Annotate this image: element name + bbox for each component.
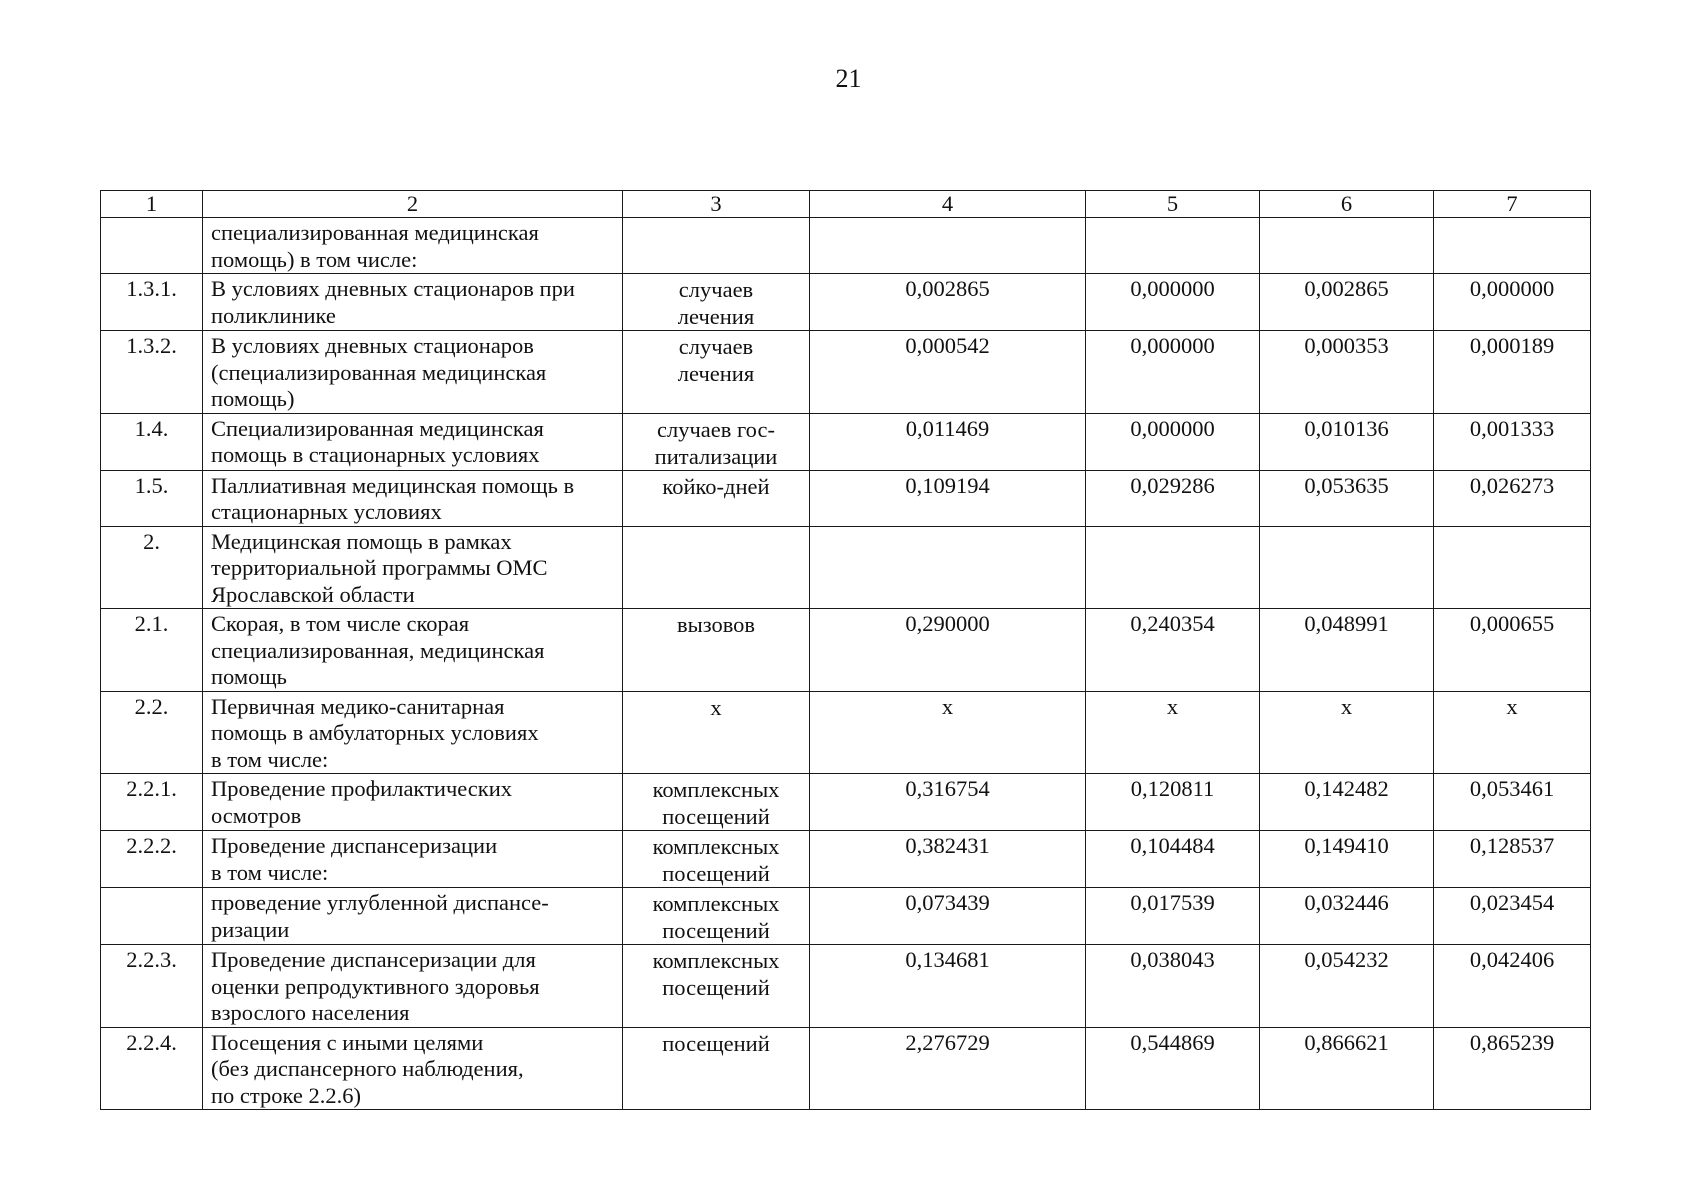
row-number-cell: 1.3.1. — [101, 274, 203, 331]
value-cell-col4: 0,011469 — [810, 413, 1086, 470]
value-cell-col6: 0,866621 — [1260, 1027, 1434, 1110]
row-number-cell: 1.3.2. — [101, 331, 203, 414]
row-unit-cell: койко-дней — [623, 470, 810, 526]
row-name-cell: В условиях дневных стационаров (специализированная медицинская помощь) — [203, 331, 623, 414]
document-table — [100, 190, 1591, 1110]
value-cell-col4: 0,134681 — [810, 945, 1086, 1028]
value-cell-col5: 0,038043 — [1086, 945, 1260, 1028]
table-row — [101, 1027, 1591, 1110]
value-cell-col6: 0,053635 — [1260, 470, 1434, 526]
table-row — [101, 274, 1591, 331]
value-cell-col4 — [810, 526, 1086, 609]
value-cell-col7: 0,001333 — [1434, 413, 1591, 470]
row-number-cell: 2.2.2. — [101, 831, 203, 888]
row-number-cell: 2.2.4. — [101, 1027, 203, 1110]
value-cell-col4: 0,290000 — [810, 609, 1086, 692]
row-name-cell: Скорая, в том числе скорая специализированная, медицинская помощь — [203, 609, 623, 692]
row-number-cell: 1.5. — [101, 470, 203, 526]
table-row — [101, 888, 1591, 945]
value-cell-col4: 0,109194 — [810, 470, 1086, 526]
row-number-cell: 2.2.1. — [101, 774, 203, 831]
value-cell-col4: 0,000542 — [810, 331, 1086, 414]
value-cell-col6: 0,002865 — [1260, 274, 1434, 331]
table-header-row — [101, 191, 1591, 218]
table-row — [101, 218, 1591, 274]
row-unit-cell: посещений — [623, 1027, 810, 1110]
value-cell-col5 — [1086, 218, 1260, 274]
column-header: 5 — [1086, 191, 1260, 218]
value-cell-col7: 0,000189 — [1434, 331, 1591, 414]
value-cell-col5: 0,000000 — [1086, 413, 1260, 470]
value-cell-col4: 0,382431 — [810, 831, 1086, 888]
value-cell-col7: 0,023454 — [1434, 888, 1591, 945]
value-cell-col6: 0,054232 — [1260, 945, 1434, 1028]
table-row — [101, 470, 1591, 526]
value-cell-col7: 0,128537 — [1434, 831, 1591, 888]
table-body — [101, 191, 1591, 1110]
value-cell-col5: х — [1086, 691, 1260, 774]
row-number-cell — [101, 218, 203, 274]
row-name-cell: Специализированная медицинская помощь в стационарных условиях — [203, 413, 623, 470]
value-cell-col5: 0,017539 — [1086, 888, 1260, 945]
value-cell-col7: х — [1434, 691, 1591, 774]
row-unit-cell: комплексных посещений — [623, 945, 810, 1028]
row-unit-cell: случаев лечения — [623, 274, 810, 331]
value-cell-col4: 0,073439 — [810, 888, 1086, 945]
row-name-cell: Медицинская помощь в рамках территориальной программы ОМС Ярославской области — [203, 526, 623, 609]
value-cell-col5: 0,029286 — [1086, 470, 1260, 526]
value-cell-col6: 0,142482 — [1260, 774, 1434, 831]
value-cell-col7: 0,053461 — [1434, 774, 1591, 831]
row-name-cell: проведение углубленной диспансе- ризации — [203, 888, 623, 945]
value-cell-col5 — [1086, 526, 1260, 609]
value-cell-col6 — [1260, 218, 1434, 274]
row-number-cell: 1.4. — [101, 413, 203, 470]
value-cell-col4: х — [810, 691, 1086, 774]
table-row — [101, 609, 1591, 692]
table-row — [101, 691, 1591, 774]
column-header: 3 — [623, 191, 810, 218]
row-unit-cell: х — [623, 691, 810, 774]
table-row — [101, 413, 1591, 470]
value-cell-col4: 2,276729 — [810, 1027, 1086, 1110]
value-cell-col5: 0,104484 — [1086, 831, 1260, 888]
value-cell-col7: 0,026273 — [1434, 470, 1591, 526]
value-cell-col5: 0,000000 — [1086, 331, 1260, 414]
value-cell-col5: 0,120811 — [1086, 774, 1260, 831]
value-cell-col4 — [810, 218, 1086, 274]
value-cell-col6: х — [1260, 691, 1434, 774]
row-unit-cell: случаев гос- питализации — [623, 413, 810, 470]
value-cell-col7: 0,865239 — [1434, 1027, 1591, 1110]
value-cell-col7: 0,000655 — [1434, 609, 1591, 692]
value-cell-col6 — [1260, 526, 1434, 609]
row-name-cell: Первичная медико-санитарная помощь в амбулаторных условиях в том числе: — [203, 691, 623, 774]
column-header: 6 — [1260, 191, 1434, 218]
value-cell-col6: 0,032446 — [1260, 888, 1434, 945]
column-header: 7 — [1434, 191, 1591, 218]
row-name-cell: Посещения с иными целями (без диспансерного наблюдения, по строке 2.2.6) — [203, 1027, 623, 1110]
row-name-cell: Паллиативная медицинская помощь в стационарных условиях — [203, 470, 623, 526]
value-cell-col6: 0,048991 — [1260, 609, 1434, 692]
value-cell-col6: 0,000353 — [1260, 331, 1434, 414]
row-number-cell: 2. — [101, 526, 203, 609]
column-header: 2 — [203, 191, 623, 218]
row-name-cell: Проведение профилактических осмотров — [203, 774, 623, 831]
value-cell-col5: 0,544869 — [1086, 1027, 1260, 1110]
value-cell-col5: 0,000000 — [1086, 274, 1260, 331]
value-cell-col7: 0,000000 — [1434, 274, 1591, 331]
value-cell-col7: 0,042406 — [1434, 945, 1591, 1028]
row-unit-cell — [623, 218, 810, 274]
row-name-cell: Проведение диспансеризации для оценки репродуктивного здоровья взрослого населения — [203, 945, 623, 1028]
value-cell-col7 — [1434, 218, 1591, 274]
page-number: 21 — [835, 64, 862, 93]
row-number-cell — [101, 888, 203, 945]
row-unit-cell: комплексных посещений — [623, 888, 810, 945]
row-name-cell: специализированная медицинская помощь) в том числе: — [203, 218, 623, 274]
value-cell-col7 — [1434, 526, 1591, 609]
row-name-cell: В условиях дневных стационаров при поликлинике — [203, 274, 623, 331]
row-number-cell: 2.2. — [101, 691, 203, 774]
table-row — [101, 774, 1591, 831]
value-cell-col6: 0,149410 — [1260, 831, 1434, 888]
row-unit-cell — [623, 526, 810, 609]
row-unit-cell: комплексных посещений — [623, 774, 810, 831]
row-number-cell: 2.1. — [101, 609, 203, 692]
table-row — [101, 526, 1591, 609]
row-number-cell: 2.2.3. — [101, 945, 203, 1028]
row-unit-cell: вызовов — [623, 609, 810, 692]
table-row — [101, 945, 1591, 1028]
value-cell-col4: 0,316754 — [810, 774, 1086, 831]
value-cell-col6: 0,010136 — [1260, 413, 1434, 470]
table-row — [101, 831, 1591, 888]
column-header: 4 — [810, 191, 1086, 218]
table-row — [101, 331, 1591, 414]
column-header: 1 — [101, 191, 203, 218]
row-unit-cell: случаев лечения — [623, 331, 810, 414]
row-name-cell: Проведение диспансеризации в том числе: — [203, 831, 623, 888]
value-cell-col4: 0,002865 — [810, 274, 1086, 331]
row-unit-cell: комплексных посещений — [623, 831, 810, 888]
value-cell-col5: 0,240354 — [1086, 609, 1260, 692]
